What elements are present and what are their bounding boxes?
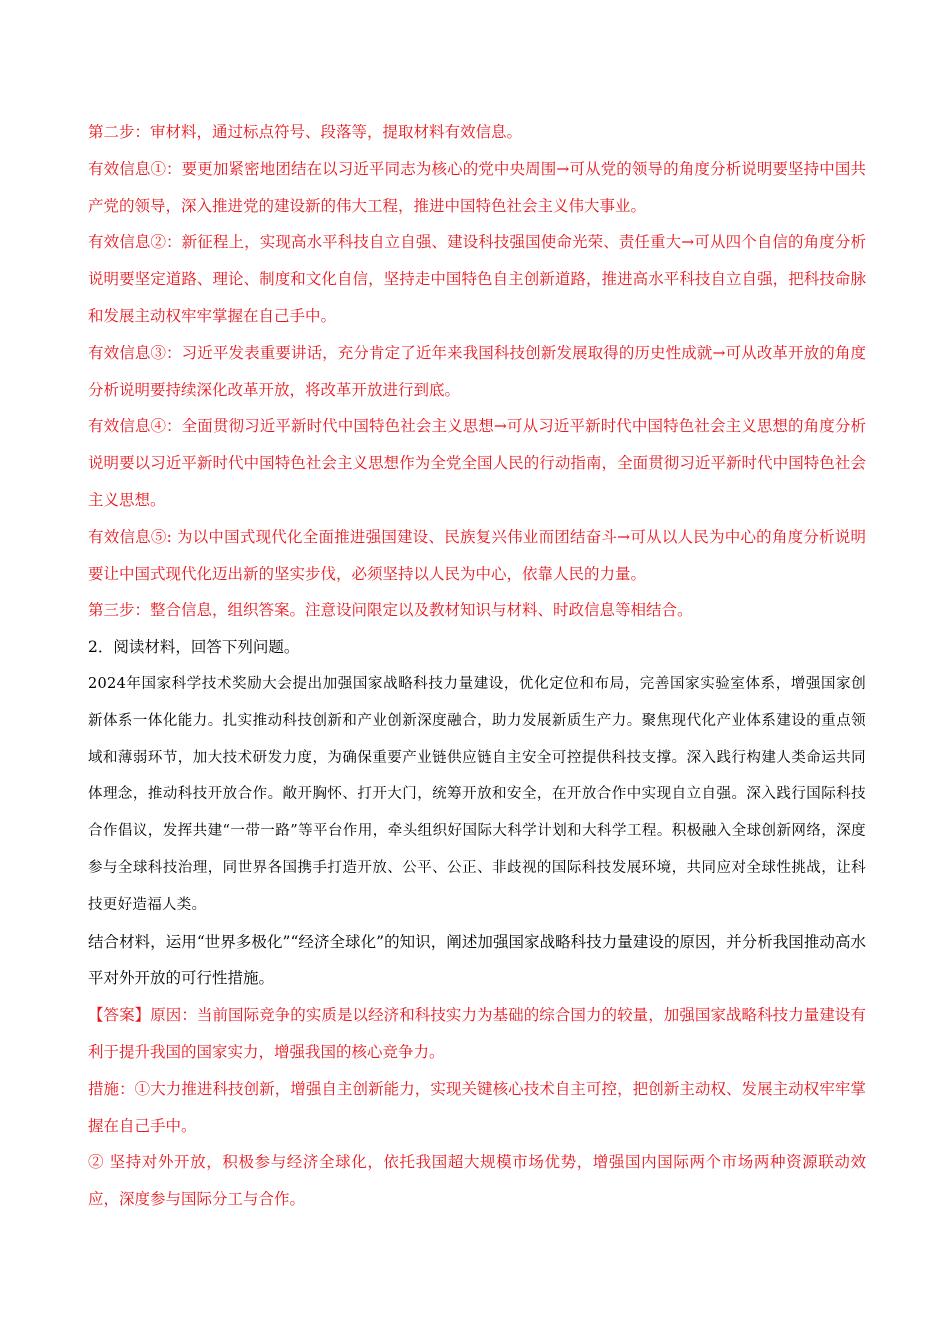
effective-info-5: 有效信息⑤: 为以中国式现代化全面推进强国建设、民族复兴伟业而团结奋斗→可从以人民为中心的角度分析说明要让中国式现代化迈出新的坚实步伐，必须坚持以人民为中心，依靠人民的力量。 xyxy=(88,527,866,583)
effective-info-4: 有效信息④：全面贯彻习近平新时代中国特色社会主义思想→可从习近平新时代中国特色社会主义思想的角度分析说明要以习近平新时代中国特色社会主义思想作为全党全国人民的行动指南，全面贯彻习近平新时代中国特色社会主义思想。 xyxy=(88,417,866,509)
question-2-material: 2024年国家科学技术奖励大会提出加强国家战略科技力量建设，优化定位和布局，完善国家实验室体系，增强国家创新体系一体化能力。扎实推动科技创新和产业创新深度融合，助力发展新质生产力。聚焦现代化产业体系建设的重点领域和薄弱环节，加大技术研发力度，为确保重要产业链供应链自主安全可控提供科技支撑。深入践行构建人类命运共同体理念，推动科技开放合作。敞开胸怀、打开大门，统筹开放和安全，在开放合作中实现自立自强。深入践行国际科技合作倡议，发挥共建“一带一路”等平台作用，牵头组织好国际大科学计划和大科学工程。积极融入全球创新网络，深度参与全球科技治理，同世界各国携手打造开放、公平、公正、非歧视的国际科技发展环境，共同应对全球性挑战，让科技更好造福人类。 xyxy=(88,675,866,913)
effective-info-1: 有效信息①：要更加紧密地团结在以习近平同志为核心的党中央周围→可从党的领导的角度分析说明要坚持中国共产党的领导，深入推进党的建设新的伟大工程，推进中国特色社会主义伟大事业。 xyxy=(88,159,866,215)
effective-info-2: 有效信息②：新征程上，实现高水平科技自立自强、建设科技强国使命光荣、责任重大→可从四个自信的角度分析说明要坚定道路、理论、制度和文化自信，坚持走中国特色自主创新道路，推进高水平科技自立自强，把科技命脉和发展主动权牢牢掌握在自己手中。 xyxy=(88,233,866,325)
effective-info-3: 有效信息③：习近平发表重要讲话，充分肯定了近年来我国科技创新发展取得的历史性成就→可从改革开放的角度分析说明要持续深化改革开放，将改革开放进行到底。 xyxy=(88,343,866,399)
answer-measure-1: 措施：①大力推进科技创新，增强自主创新能力，实现关键核心技术自主可控，把创新主动权、发展主动权牢牢掌握在自己手中。 xyxy=(88,1079,866,1135)
step-two: 第二步：审材料，通过标点符号、段落等，提取材料有效信息。 xyxy=(88,123,523,141)
question-2-prompt: 结合材料，运用“世界多极化”“经济全球化”的知识，阐述加强国家战略科技力量建设的原因，并分析我国推动高水平对外开放的可行性措施。 xyxy=(88,932,866,988)
answer-reason: 【答案】原因：当前国际竞争的实质是以经济和科技实力为基础的综合国力的较量，加强国家战略科技力量建设有利于提升我国的国家实力，增强我国的核心竞争力。 xyxy=(88,1006,866,1061)
step-three: 第三步：整合信息，组织答案。注意设问限定以及教材知识与材料、时政信息等相结合。 xyxy=(88,601,693,620)
answer-measure-2: ② 坚持对外开放，积极参与经济全球化，依托我国超大规模市场优势，增强国内国际两个市场两种资源联动效应，深度参与国际分工与合作。 xyxy=(88,1153,866,1209)
question-2-title: 2．阅读材料，回答下列问题。 xyxy=(88,638,300,657)
document-body xyxy=(88,114,866,1218)
